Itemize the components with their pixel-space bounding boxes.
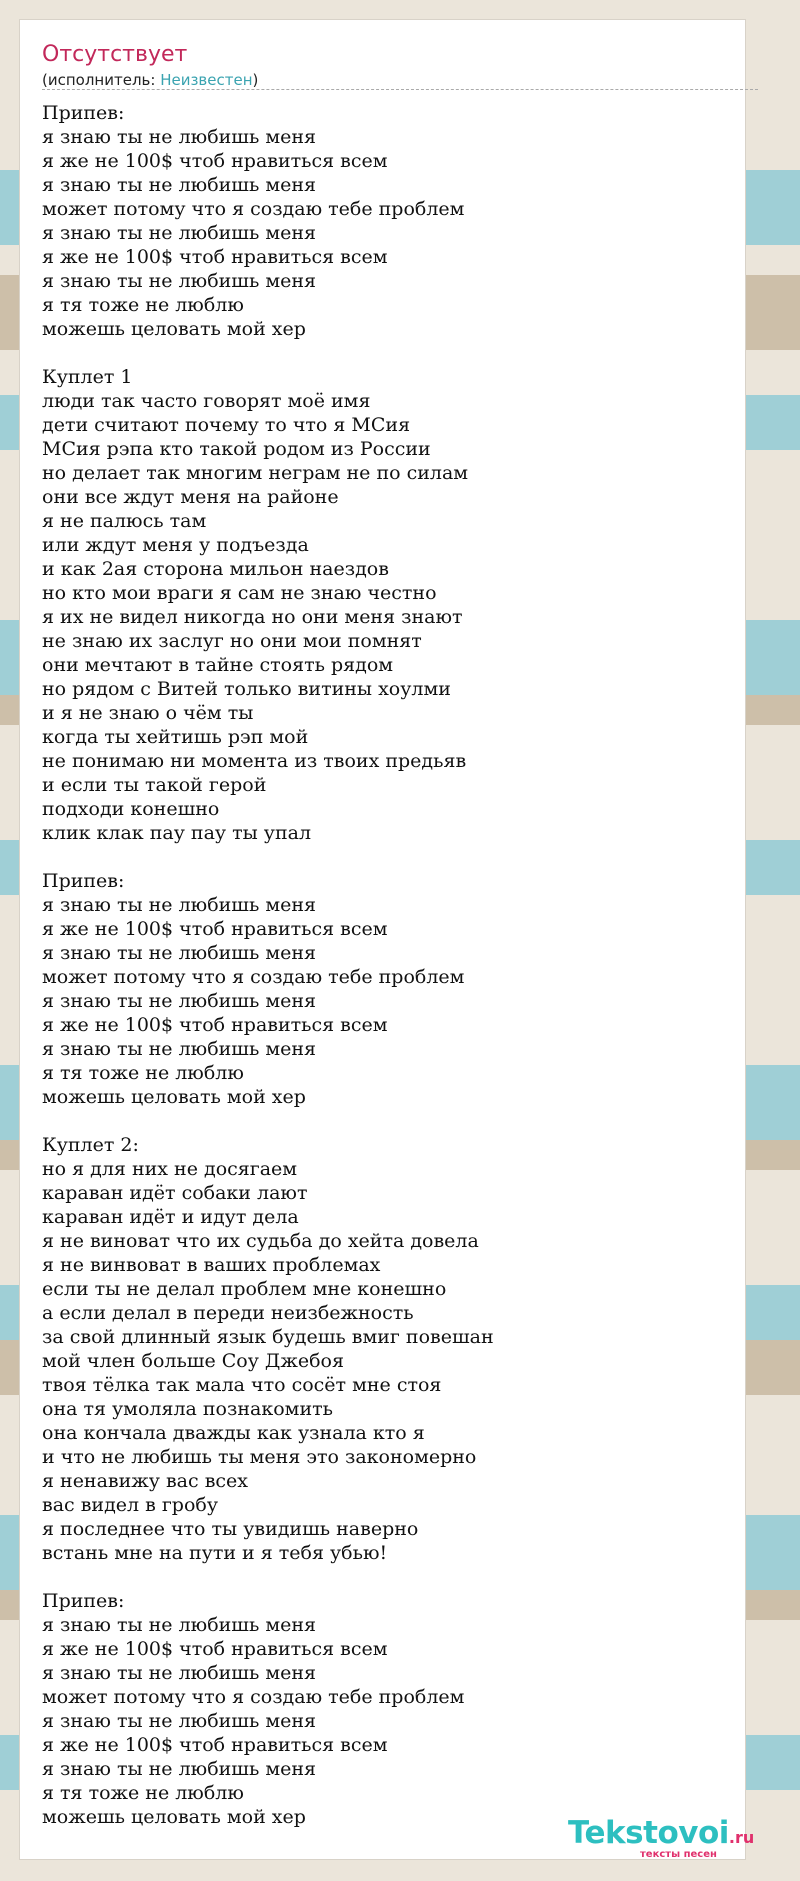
lyric-line bbox=[42, 845, 742, 869]
lyric-line: я знаю ты не любишь меня bbox=[42, 942, 317, 964]
lyric-line: они мечтают в тайне стоять рядом bbox=[42, 654, 394, 676]
lyric-line: я знаю ты не любишь меня bbox=[42, 1710, 317, 1732]
lyric-line: или ждут меня у подъезда bbox=[42, 534, 309, 556]
lyric-line: но рядом с Витей только витины хоулми bbox=[42, 678, 451, 700]
lyric-line: можешь целовать мой хер bbox=[42, 1086, 306, 1108]
lyric-line: люди так часто говорят моё имя bbox=[42, 390, 371, 412]
logo-tagline: тексты песен bbox=[640, 1849, 717, 1860]
lyric-line: и если ты такой герой bbox=[42, 774, 267, 796]
logo-name: Tekstovoi bbox=[568, 1815, 729, 1851]
lyric-line: и как 2ая сторона мильон наездов bbox=[42, 558, 389, 580]
lyric-line bbox=[42, 341, 742, 365]
lyric-line: я знаю ты не любишь меня bbox=[42, 222, 317, 244]
artist-suffix: ) bbox=[252, 71, 259, 89]
lyric-line: МСия рэпа кто такой родом из России bbox=[42, 438, 431, 460]
lyric-line: я же не 100$ чтоб нравиться всем bbox=[42, 150, 388, 172]
lyric-line: я же не 100$ чтоб нравиться всем bbox=[42, 246, 388, 268]
lyric-line: я же не 100$ чтоб нравиться всем bbox=[42, 1014, 388, 1036]
artist-line bbox=[42, 70, 258, 90]
lyric-line: я же не 100$ чтоб нравиться всем bbox=[42, 1734, 388, 1756]
lyric-line: и что не любишь ты меня это закономерно bbox=[42, 1446, 477, 1468]
title-divider bbox=[42, 89, 758, 90]
lyric-line: может потому что я создаю тебе проблем bbox=[42, 966, 465, 988]
lyric-line: Куплет 1 bbox=[42, 366, 133, 388]
lyric-line: я же не 100$ чтоб нравиться всем bbox=[42, 1638, 388, 1660]
lyric-line: я тя тоже не люблю bbox=[42, 294, 244, 316]
lyric-line: Куплет 2: bbox=[42, 1134, 139, 1156]
lyric-line: караван идёт и идут дела bbox=[42, 1206, 299, 1228]
lyric-line: дети считают почему то что я МСия bbox=[42, 414, 411, 436]
lyric-line: я знаю ты не любишь меня bbox=[42, 126, 317, 148]
lyric-line: Припев: bbox=[42, 870, 125, 892]
lyric-line: она кончала дважды как узнала кто я bbox=[42, 1422, 425, 1444]
lyric-line: они все ждут меня на районе bbox=[42, 486, 339, 508]
lyric-line: можешь целовать мой хер bbox=[42, 318, 306, 340]
artist-link[interactable]: Неизвестен bbox=[160, 71, 253, 89]
lyric-line: я ненавижу вас всех bbox=[42, 1470, 248, 1492]
lyric-line: я же не 100$ чтоб нравиться всем bbox=[42, 918, 388, 940]
lyric-line: если ты не делал проблем мне конешно bbox=[42, 1278, 447, 1300]
lyric-line: можешь целовать мой хер bbox=[42, 1806, 306, 1828]
lyric-line: я не винвоват в ваших проблемах bbox=[42, 1254, 381, 1276]
lyric-line: но кто мои враги я сам не знаю честно bbox=[42, 582, 437, 604]
lyric-line: вас видел в гробу bbox=[42, 1494, 219, 1516]
lyric-line: я знаю ты не любишь меня bbox=[42, 1038, 317, 1060]
lyric-line: мой член больше Соу Джебоя bbox=[42, 1350, 344, 1372]
lyric-line: караван идёт собаки лают bbox=[42, 1182, 308, 1204]
lyric-line: и я не знаю о чём ты bbox=[42, 702, 254, 724]
lyric-line: я знаю ты не любишь меня bbox=[42, 894, 317, 916]
lyric-line: я знаю ты не любишь меня bbox=[42, 174, 317, 196]
lyrics-text bbox=[42, 101, 742, 1829]
lyric-line: не понимаю ни момента из твоих предьяв bbox=[42, 750, 467, 772]
lyric-line: встань мне на пути и я тебя убью! bbox=[42, 1542, 388, 1564]
lyric-line: я их не видел никогда но они меня знают bbox=[42, 606, 463, 628]
lyric-line: но делает так многим неграм не по силам bbox=[42, 462, 469, 484]
lyric-line: я последнее что ты увидишь наверно bbox=[42, 1518, 419, 1540]
lyric-line bbox=[42, 1565, 742, 1589]
lyric-line: клик клак пау пау ты упал bbox=[42, 822, 312, 844]
lyric-line: Припев: bbox=[42, 102, 125, 124]
logo-tld: .ru bbox=[728, 1828, 755, 1847]
lyric-line: может потому что я создаю тебе проблем bbox=[42, 1686, 465, 1708]
lyric-line: за свой длинный язык будешь вмиг повешан bbox=[42, 1326, 494, 1348]
lyric-line: твоя тёлка так мала что сосёт мне стоя bbox=[42, 1374, 442, 1396]
lyric-line: я тя тоже не люблю bbox=[42, 1062, 244, 1084]
lyric-line bbox=[42, 1109, 742, 1133]
lyric-line: она тя умоляла познакомить bbox=[42, 1398, 333, 1420]
lyric-line: но я для них не досягаем bbox=[42, 1158, 298, 1180]
artist-prefix: (исполнитель: bbox=[42, 71, 161, 89]
song-title: Отсутствует bbox=[42, 42, 188, 67]
lyric-line: когда ты хейтишь рэп мой bbox=[42, 726, 309, 748]
lyric-line: я знаю ты не любишь меня bbox=[42, 1662, 317, 1684]
lyric-line: я тя тоже не люблю bbox=[42, 1782, 244, 1804]
lyric-line: я знаю ты не любишь меня bbox=[42, 1614, 317, 1636]
lyric-line: я знаю ты не любишь меня bbox=[42, 270, 317, 292]
lyric-line: я знаю ты не любишь меня bbox=[42, 1758, 317, 1780]
lyric-line: может потому что я создаю тебе проблем bbox=[42, 198, 465, 220]
lyric-line: подходи конешно bbox=[42, 798, 220, 820]
lyric-line: не знаю их заслуг но они мои помнят bbox=[42, 630, 422, 652]
lyric-line: я не виноват что их судьба до хейта довела bbox=[42, 1230, 479, 1252]
lyric-line: я знаю ты не любишь меня bbox=[42, 990, 317, 1012]
lyric-line: я не палюсь там bbox=[42, 510, 207, 532]
lyric-line: Припев: bbox=[42, 1590, 125, 1612]
lyric-line: а если делал в переди неизбежность bbox=[42, 1302, 414, 1324]
